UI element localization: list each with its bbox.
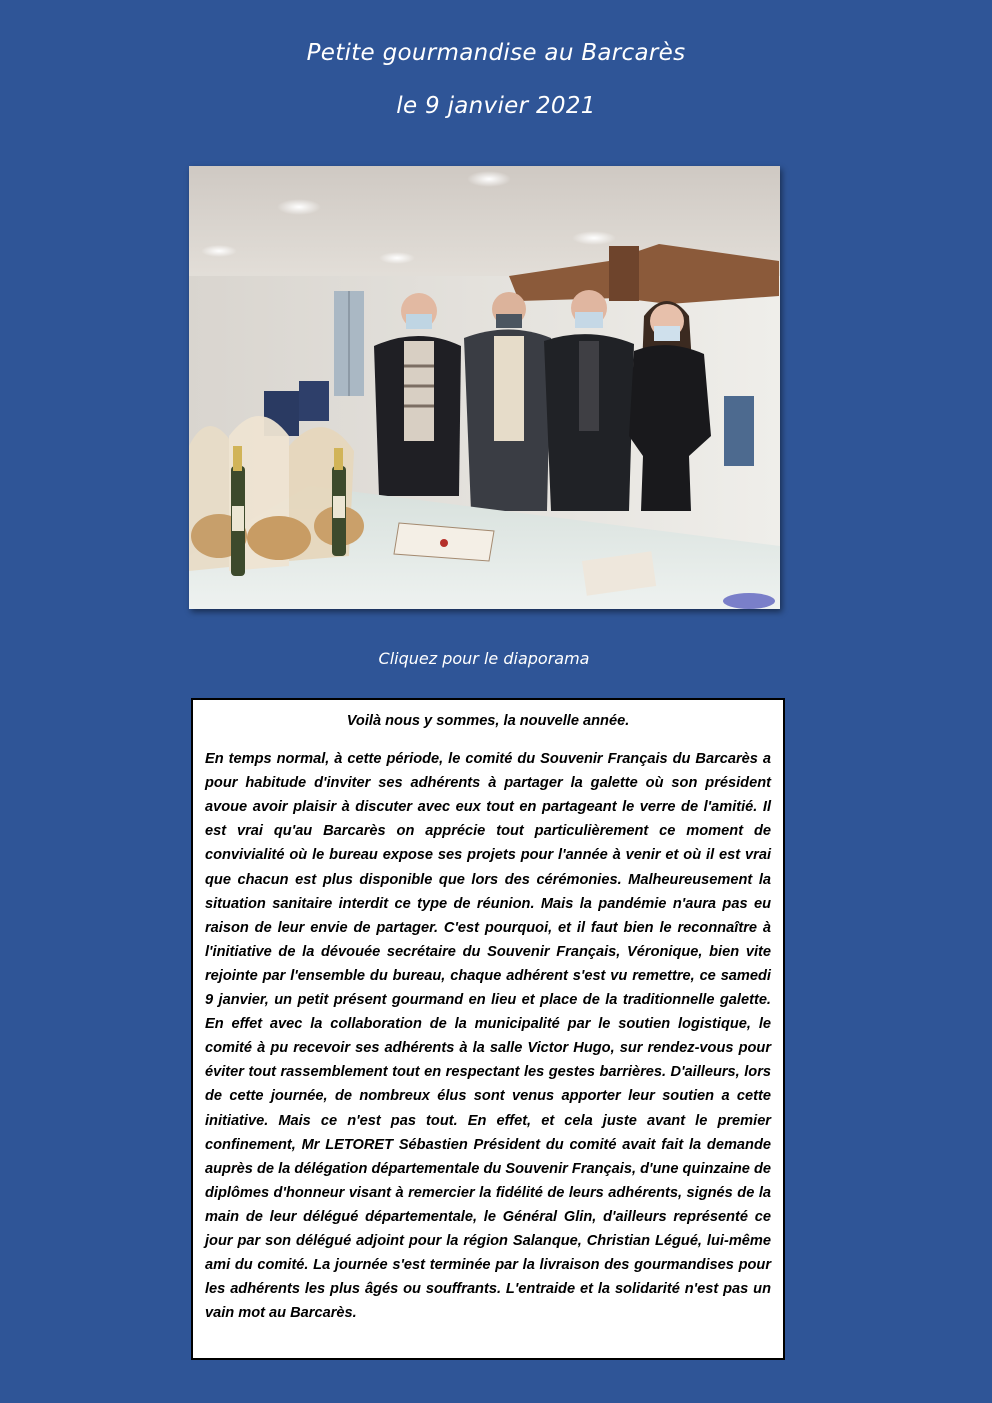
page-subtitle-date: le 9 janvier 2021 [396, 93, 596, 119]
article-body: En temps normal, à cette période, le comité du Souvenir Français du Barcarès a pour habitude d'inviter ses adhérents à partager la galette où son président avoue avoir plaisir à discuter avec eux tout en partageant le verre de l'amitié. Il est vrai qu'au Barcarès on apprécie tout particulièrement ce moment de convivialité où le bureau expose ses projets pour l'année à venir et où il est vrai que chacun est plus disponible que lors des cérémonies. Malheureusement la situation sanitaire interdit ce type de réunion. Mais la pandémie n'aura pas eu raison de leur envie de partager. C'est pourquoi, et il faut bien le reconnaître à l'initiative de la dévouée secrétaire du Souvenir Français, Véronique, bien vite rejointe par l'ensemble du bureau, chaque adhérent s'est vu remettre, ce samedi 9 janvier, un petit présent gourmand en lieu et place de la traditionnelle galette. En effet avec la collaboration de la municipalité par le soutien logistique, le comité à pu recevoir ses adhérents à la salle Victor Hugo, sur rendez-vous pour éviter tout rassemblement tout en respectant les gestes barrières. D'ailleurs, lors de cette journée, de nombreux élus sont venus apporter leur soutien a cette initiative. Mais ce n'est pas tout. En effet, et cela juste avant le premier confinement, Mr LETORET Sébastien Président du comité avait fait la demande auprès de la délégation départementale du Souvenir Français, d'une quinzaine de diplômes d'honneur visant à remercier la fidélité de leurs adhérents, signés de la main de leur délégué départementale, le Général Glin, d'ailleurs représenté ce jour par son délégué adjoint pour la région Salanque, Christian Légué, lui-même ami du comité. La journée s'est terminée par la livraison des gourmandises pour les adhérents les plus âgés ou souffrants. L'entraide et la solidarité n'est pas un vain mot au Barcarès. [205, 751, 771, 1322]
article-box [191, 698, 785, 1360]
group-photo[interactable] [189, 166, 780, 609]
article-lead: Voilà nous y sommes, la nouvelle année. [346, 713, 630, 729]
slideshow-link[interactable]: Cliquez pour le diaporama [378, 649, 590, 668]
page-title: Petite gourmandise au Barcarès [306, 40, 686, 66]
